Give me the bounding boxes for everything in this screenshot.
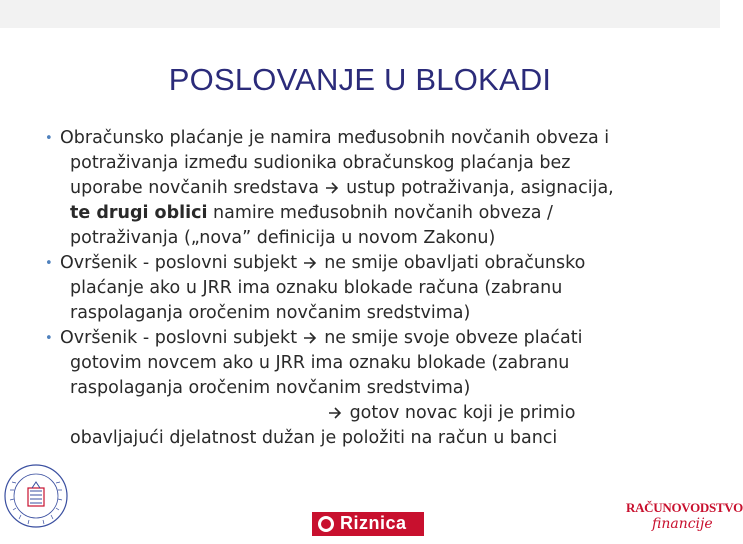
bullet-3-line-1 [60, 326, 690, 351]
bullet-1-bold-text: te drugi oblici [70, 203, 208, 223]
bullet-2-line-1b: ne smije obavljati obračunsko [318, 253, 586, 273]
bullet-1-line-3 [60, 176, 690, 201]
riznica-logo [312, 512, 424, 536]
bullet-dot-icon: • [45, 256, 53, 271]
arrow-right-icon [325, 176, 341, 201]
bullet-2-line-1 [60, 251, 690, 276]
arrow-right-icon [303, 326, 319, 351]
bullet-3 [45, 326, 690, 451]
financije-logo-text: financije [652, 516, 713, 532]
bullet-1-line-3a: uporabe novčanih sredstava [70, 178, 319, 198]
bullet-1 [45, 126, 690, 251]
bullet-3-line-5: obavljajući djelatnost dužan je položiti na račun u banci [70, 428, 558, 448]
top-band [0, 0, 720, 28]
racunovodstvo-financije-logo [612, 496, 743, 540]
bullet-3-line-2: gotovim novcem ako u JRR ima oznaku blokade (zabranu [70, 353, 570, 373]
racunovodstvo-logo-text: RAČUNOVODSTVO [626, 500, 743, 515]
institution-seal-logo [2, 452, 70, 540]
bullet-1-line-4-rest: namire međusobnih novčanih obveza / [207, 203, 553, 223]
bullet-dot-icon: • [45, 331, 53, 346]
bullet-3-line-4-text: gotov novac koji je primio [344, 403, 576, 423]
bullet-1-line-4 [60, 201, 690, 226]
bullet-2-line-2: plaćanje ako u JRR ima oznaku blokade računa (zabranu [70, 278, 563, 298]
bullet-3-line-1b: ne smije svoje obveze plaćati [318, 328, 583, 348]
bullet-2 [45, 251, 690, 326]
riznica-logo-text: Riznica [340, 513, 407, 533]
bullet-3-line-1a: Ovršenik - poslovni subjekt [60, 328, 298, 348]
bullet-1-line-5: potraživanja („nova” definicija u novom Zakonu) [70, 228, 496, 248]
bullet-1-line-3b: ustup potraživanja, asignacija, [340, 178, 614, 198]
bullet-1-line-2: potraživanja između sudionika obračunskog plaćanja bez [70, 153, 571, 173]
bullet-2-line-3: raspolaganja oročenim novčanim sredstvima) [70, 303, 471, 323]
arrow-right-icon [303, 251, 319, 276]
slide-content [45, 126, 690, 451]
arrow-right-icon [328, 401, 344, 426]
bullet-3-line-4 [60, 401, 690, 426]
bullet-1-line-1: Obračunsko plaćanje je namira međusobnih novčanih obveza i [60, 128, 610, 148]
bullet-2-line-1a: Ovršenik - poslovni subjekt [60, 253, 298, 273]
bullet-3-line-3: raspolaganja oročenim novčanim sredstvima) [70, 378, 471, 398]
bullet-dot-icon: • [45, 131, 53, 146]
slide-title: POSLOVANJE U BLOKADI [168, 62, 552, 97]
